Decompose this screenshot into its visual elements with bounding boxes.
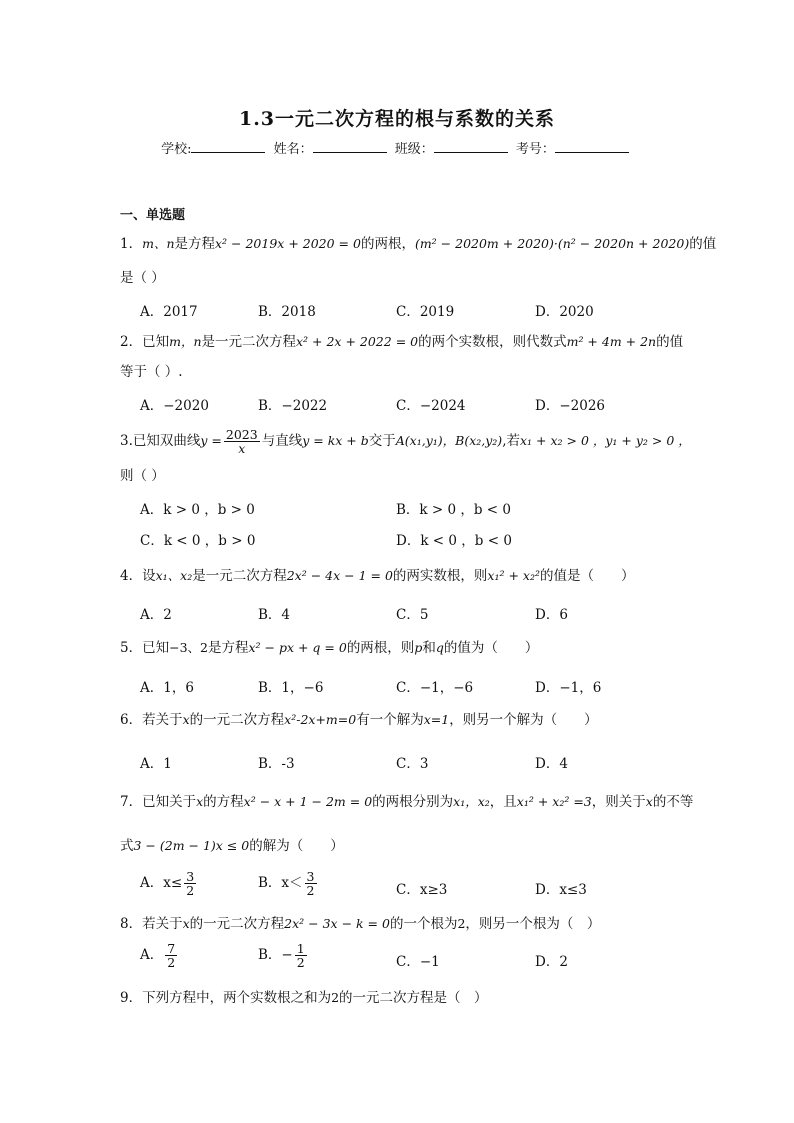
option-d[interactable]: D．2 bbox=[535, 954, 568, 970]
section-title: 一、单选题 bbox=[120, 208, 186, 223]
option-c[interactable]: C．−2024 bbox=[396, 398, 466, 414]
exam-no-label: 考号： bbox=[515, 142, 555, 157]
school-label: 学校: bbox=[161, 142, 192, 157]
question-8: 8．若关于x的一元二次方程2x² − 3x − k = 0的一个根为2，则另一个根为（ ） bbox=[120, 916, 601, 932]
name-label: 姓名： bbox=[273, 142, 313, 157]
option-d[interactable]: D．−2026 bbox=[535, 398, 605, 414]
question-3-line-2: 则（ ） bbox=[120, 468, 165, 484]
option-a[interactable]: A．2017 bbox=[140, 304, 198, 320]
option-d[interactable]: D．x≤3 bbox=[535, 882, 587, 898]
student-info-row bbox=[0, 138, 794, 157]
option-b[interactable]: B．1，−6 bbox=[258, 680, 324, 696]
exam-no-blank[interactable] bbox=[555, 140, 629, 153]
page-title: 1.3一元二次方程的根与系数的关系 bbox=[238, 108, 556, 130]
question-6: 6．若关于x的一元二次方程x²-2x+m=0有一个解为x=1，则另一个解为（ ） bbox=[120, 712, 598, 728]
question-7-line-2: 式3 − (2m − 1)x ≤ 0的解为（ ） bbox=[120, 838, 344, 854]
option-a[interactable]: A．2 bbox=[140, 607, 172, 623]
question-5: 5．已知−3、2是方程x² − px + q = 0的两根，则p和q的值为（ ） bbox=[120, 640, 539, 656]
question-9: 9．下列方程中，两个实数根之和为2的一元二次方程是（ ） bbox=[120, 990, 488, 1006]
option-a[interactable]: A．1 bbox=[140, 756, 172, 772]
question-2: 2．已知m，n是一元二次方程x² + 2x + 2022 = 0的两个实数根，则代数式m² + 4m + 2n的值 bbox=[120, 334, 684, 350]
option-b[interactable]: B．−2022 bbox=[258, 398, 328, 414]
option-b[interactable]: B．k > 0 ，b < 0 bbox=[396, 502, 512, 518]
option-d[interactable]: D．4 bbox=[535, 756, 568, 772]
question-4: 4．设x₁、x₂是一元二次方程2x² − 4x − 1 = 0的两实数根，则x₁² + x₂²的值是（ ） bbox=[120, 568, 635, 584]
option-c[interactable]: C．5 bbox=[396, 607, 429, 623]
option-a[interactable]: A． $\frac{7}{2}$ bbox=[140, 941, 176, 970]
option-d[interactable]: D．6 bbox=[535, 607, 568, 623]
question-7: 7．已知关于x的方程x² − x + 1 − 2m = 0的两根分别为x₁，x₂，且x₁² + x₂² =3，则关于x的不等 bbox=[120, 794, 694, 810]
option-a[interactable]: A．−2020 bbox=[140, 398, 209, 414]
question-1: 1．m、n是方程x² − 2019x + 2020 = 0的两根，(m² − 2020m + 2020)·(n² − 2020n + 2020)的值 bbox=[120, 236, 717, 252]
class-label: 班级： bbox=[394, 142, 434, 157]
option-a[interactable]: A．1，6 bbox=[140, 680, 194, 696]
option-b[interactable]: B．4 bbox=[258, 607, 291, 623]
option-c[interactable]: C．−1 bbox=[396, 954, 440, 970]
option-c[interactable]: C．−1，−6 bbox=[396, 680, 474, 696]
option-c[interactable]: C．x≥3 bbox=[396, 882, 448, 898]
name-blank[interactable] bbox=[313, 140, 387, 153]
question-3: 3.已知双曲线y = $\frac{2023}{x}$ 与直线y = kx + b交于A(x₁,y₁)，B(x₂,y₂),若x₁ + x₂ > 0 ，y₁ + y₂ > 0 ， bbox=[120, 427, 691, 456]
option-c[interactable]: C．k < 0 ，b > 0 bbox=[140, 533, 256, 549]
question-2-line-2: 等于（ ）. bbox=[120, 364, 183, 380]
fraction: $\frac{2023}{x}$ bbox=[225, 427, 258, 456]
school-blank[interactable] bbox=[191, 140, 265, 153]
class-blank[interactable] bbox=[434, 140, 508, 153]
option-d[interactable]: D．k < 0 ，b < 0 bbox=[396, 533, 512, 549]
option-d[interactable]: D．2020 bbox=[535, 304, 594, 320]
option-b[interactable]: B．2018 bbox=[258, 304, 316, 320]
option-d[interactable]: D．−1，6 bbox=[535, 680, 602, 696]
option-b[interactable]: B．− $\frac{1}{2}$ bbox=[258, 941, 305, 970]
question-1-line-2: 是（ ） bbox=[120, 270, 165, 286]
option-a[interactable]: A．k > 0 ，b > 0 bbox=[140, 502, 255, 518]
option-b[interactable]: B．x＜ $\frac{3}{2}$ bbox=[258, 869, 315, 898]
option-c[interactable]: C．3 bbox=[396, 756, 429, 772]
option-c[interactable]: C．2019 bbox=[396, 304, 455, 320]
option-b[interactable]: B．-3 bbox=[258, 756, 295, 772]
option-a[interactable]: A．x≤ $\frac{3}{2}$ bbox=[140, 869, 195, 898]
